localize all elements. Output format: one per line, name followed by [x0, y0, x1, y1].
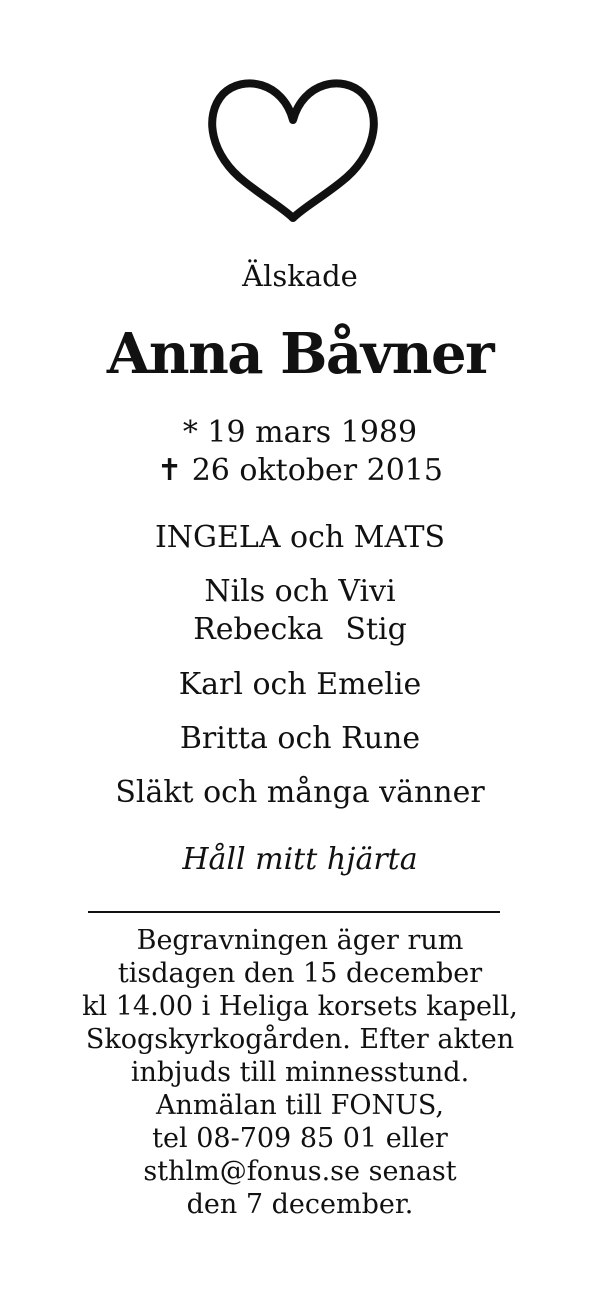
mourners-line: Karl och Emelie — [178, 667, 422, 702]
mourners-line: Nils och Vivi — [204, 574, 396, 609]
notice-line: den 7 december. — [186, 1189, 414, 1220]
cross-icon: ✝ — [157, 453, 183, 488]
notice-line: inbjuds till minnesstund. — [130, 1057, 470, 1088]
motto: Håll mitt hjärta — [182, 842, 418, 877]
notice-line: sthlm@fonus.se senast — [143, 1156, 457, 1187]
birth-date: * 19 mars 1989 — [182, 415, 418, 450]
death-date: 26 oktober 2015 — [191, 453, 443, 488]
mourner-name: Rebecka — [193, 612, 324, 647]
mourners-relatives: Släkt och många vänner — [115, 775, 485, 810]
notice-line: Skogskyrkogården. Efter akten — [85, 1024, 515, 1055]
notice-line: tel 08-709 85 01 eller — [152, 1123, 448, 1154]
notice-line: Anmälan till FONUS, — [156, 1090, 444, 1121]
divider — [88, 911, 500, 913]
intro-text: Älskade — [242, 259, 358, 293]
mourner-name: Stig — [345, 612, 407, 647]
deceased-name: Anna Båvner — [106, 321, 494, 387]
heart-icon — [205, 72, 381, 224]
notice-line: Begravningen äger rum — [136, 925, 464, 956]
funeral-notice — [0, 926, 600, 1223]
notice-line: tisdagen den 15 december — [117, 958, 483, 989]
mourners-siblings — [0, 612, 600, 647]
notice-line: kl 14.00 i Heliga korsets kapell, — [82, 991, 518, 1022]
death-line — [0, 453, 600, 488]
mourners-parents: INGELA och MATS — [154, 520, 446, 555]
mourners-line: Britta och Rune — [179, 721, 421, 756]
